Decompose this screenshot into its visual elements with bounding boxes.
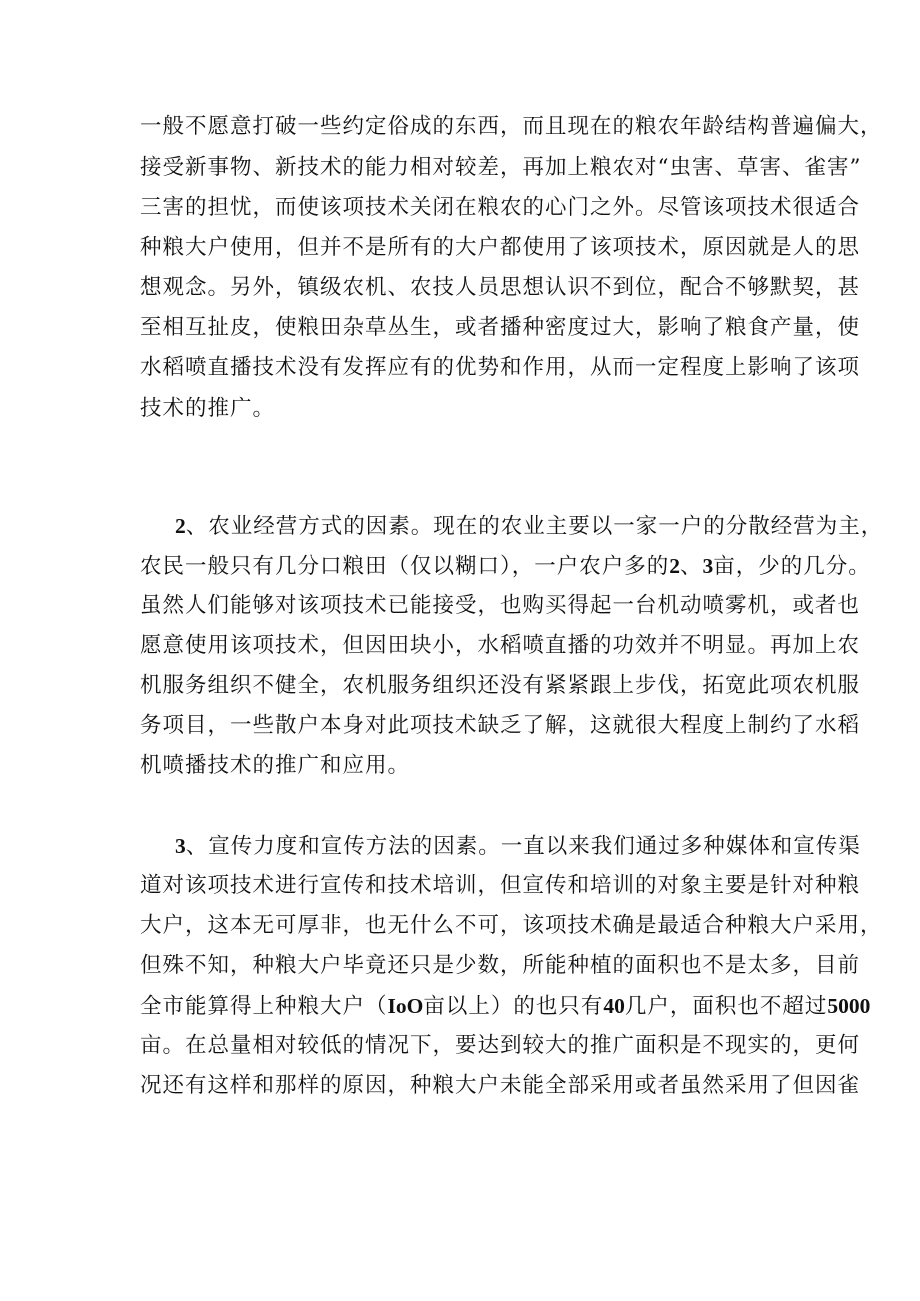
text-segment: 技术的推广。 bbox=[140, 396, 276, 421]
text-line bbox=[140, 188, 880, 228]
text-segment: 接受新事物、新技术的能力相对较差，再加上粮农对“虫害、草害、雀害” bbox=[140, 155, 862, 180]
text-line bbox=[140, 1066, 880, 1106]
text-segment: 至相互扯皮，使粮田杂草丛生，或者播种密度过大，影响了粮食产量，使 bbox=[140, 315, 861, 340]
text-segment: 道对该项技术进行宣传和技术培训，但宣传和培训的对象主要是针对种粮 bbox=[140, 873, 861, 898]
text-line bbox=[140, 666, 880, 706]
text-line bbox=[140, 546, 880, 586]
text-segment: 农民一般只有几分口粮田（仅以糊口），一户农户多的 bbox=[140, 554, 670, 579]
text-segment: 亩。在总量相对较低的情况下，要达到较大的推广面积是不现实的，更何 bbox=[140, 1033, 861, 1058]
text-segment: 、 bbox=[680, 554, 703, 579]
text-segment: 务项目，一些散户本身对此项技术缺乏了解，这就很大程度上制约了水稻 bbox=[140, 713, 861, 738]
text-line bbox=[140, 746, 880, 786]
text-line bbox=[140, 348, 880, 388]
text-segment: 况还有这样和那样的原因，种粮大户未能全部采用或者虽然采用了但因雀 bbox=[140, 1073, 861, 1098]
text-segment: 虽然人们能够对该项技术已能接受，也购买得起一台机动喷雾机，或者也 bbox=[140, 593, 861, 618]
text-segment: 一般不愿意打破一些约定俗成的东西，而且现在的粮农年龄结构普遍偏大， bbox=[140, 114, 883, 139]
text-line bbox=[140, 906, 883, 946]
text-segment: 全市能算得上种粮大户（ bbox=[140, 994, 388, 1019]
text-segment: 但殊不知，种粮大户毕竟还只是少数，所能种植的面积也不是太多，目前 bbox=[140, 953, 861, 978]
text-line bbox=[140, 148, 880, 188]
text-segment: 3 bbox=[175, 834, 186, 858]
text-segment: 机喷播技术的推广和应用。 bbox=[140, 753, 411, 778]
text-line bbox=[140, 986, 880, 1026]
text-segment: 亩，少的几分。 bbox=[713, 554, 871, 579]
text-line bbox=[140, 1026, 880, 1066]
text-segment: 2 bbox=[175, 514, 186, 538]
text-segment: 想观念。另外，镇级农机、农技人员思想认识不到位，配合不够默契，甚 bbox=[140, 275, 861, 300]
text-line bbox=[140, 626, 880, 666]
text-segment: 几户，面积也不超过 bbox=[624, 994, 828, 1019]
text-segment: 3 bbox=[702, 554, 714, 578]
text-line bbox=[140, 389, 880, 429]
text-line bbox=[140, 268, 880, 308]
text-segment: 大户，这本无可厚非，也无什么不可，该项技术确是最适合种粮大户采用， bbox=[140, 913, 883, 938]
text-line bbox=[140, 866, 880, 906]
text-segment: 愿意使用该项技术，但因田块小，水稻喷直播的功效并不明显。再加上农 bbox=[140, 633, 861, 658]
text-line bbox=[175, 506, 884, 546]
text-line bbox=[140, 706, 880, 746]
text-segment: 种粮大户使用，但并不是所有的大户都使用了该项技术，原因就是人的思 bbox=[140, 235, 861, 260]
text-segment: 水稻喷直播技术没有发挥应有的优势和作用，从而一定程度上影响了该项 bbox=[140, 355, 861, 380]
text-segment: 三害的担忧，而使该项技术关闭在粮农的心门之外。尽管该项技术很适合 bbox=[140, 195, 861, 220]
text-line bbox=[140, 308, 880, 348]
text-segment: 机服务组织不健全，农机服务组织还没有紧紧跟上步伐，拓宽此项农机服 bbox=[140, 673, 861, 698]
text-line bbox=[140, 107, 883, 147]
text-segment: 5000 bbox=[827, 994, 871, 1018]
text-line bbox=[175, 826, 880, 866]
text-segment: IoO bbox=[387, 994, 424, 1018]
text-line bbox=[140, 586, 880, 626]
text-segment: 40 bbox=[603, 994, 625, 1018]
text-segment: 、农业经营方式的因素。现在的农业主要以一家一户的分散经营为主， bbox=[185, 514, 884, 539]
text-line bbox=[140, 228, 880, 268]
text-line bbox=[140, 946, 880, 986]
text-segment: 2 bbox=[669, 554, 681, 578]
text-segment: 亩以上）的也只有 bbox=[423, 994, 604, 1019]
text-segment: 、宣传力度和宣传方法的因素。一直以来我们通过多种媒体和宣传渠 bbox=[185, 834, 861, 859]
